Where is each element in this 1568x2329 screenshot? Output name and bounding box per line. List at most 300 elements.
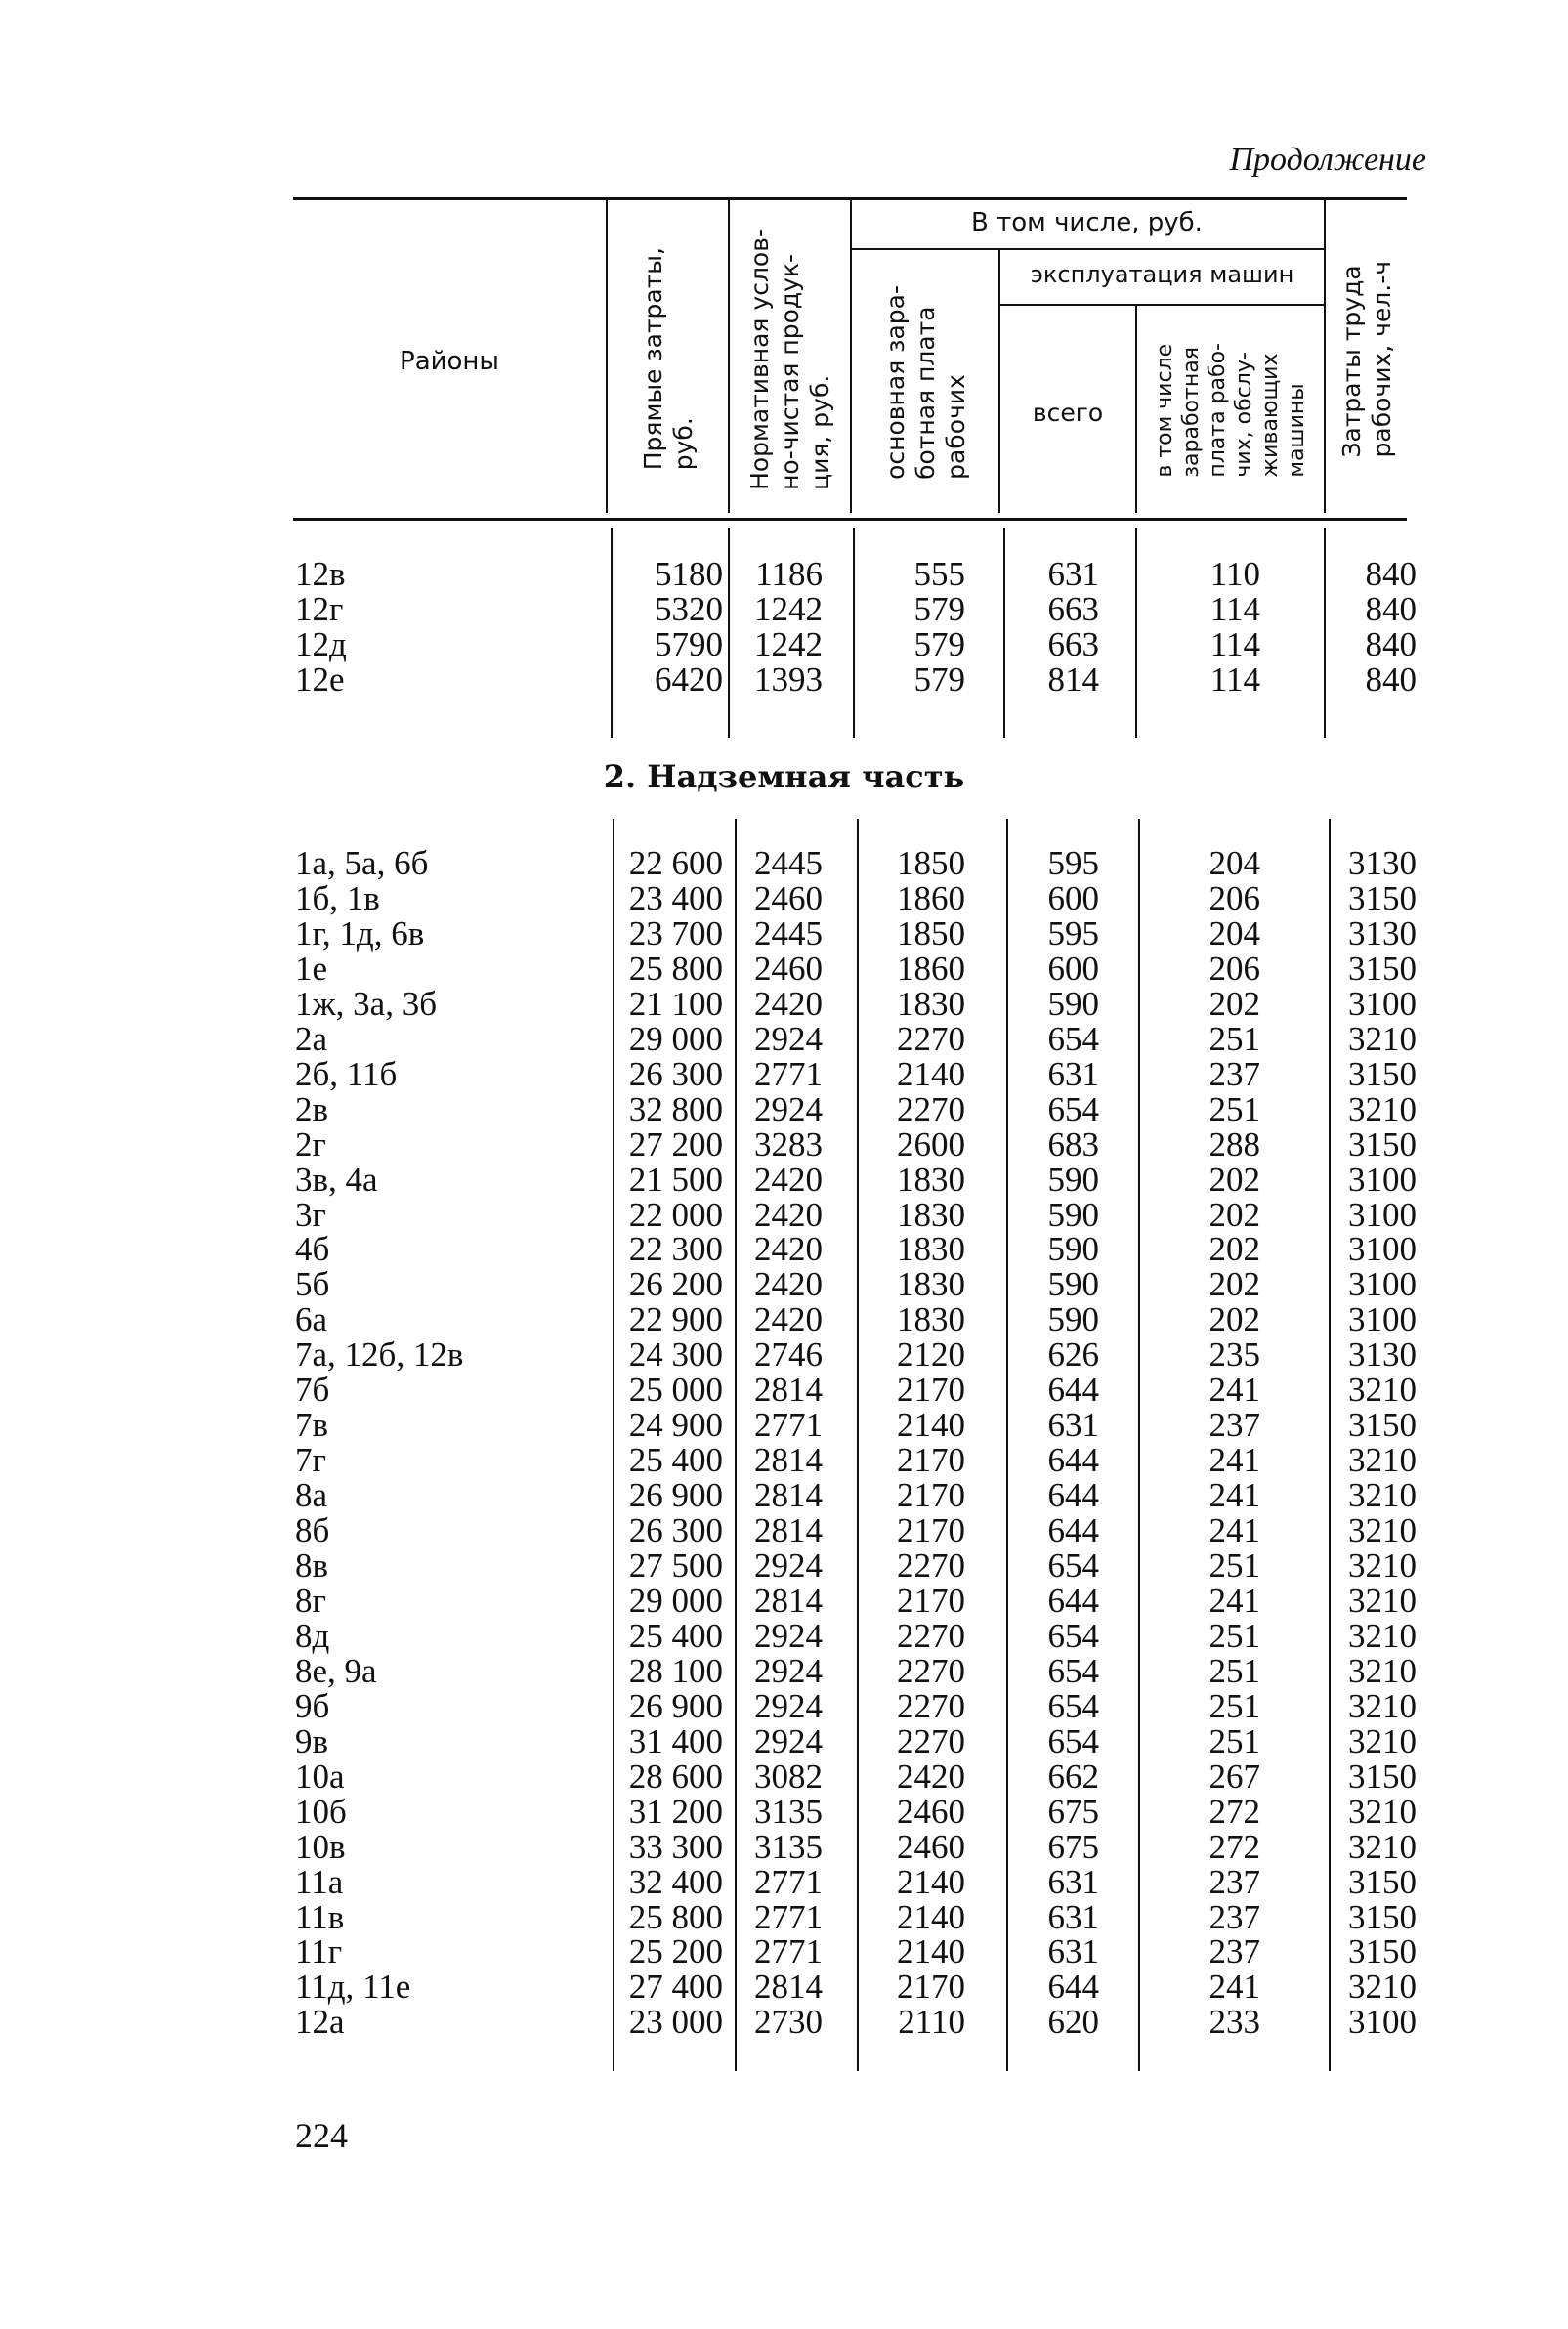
machine-wage-cell: 114	[1209, 625, 1260, 663]
region-cell: 11д, 11е	[295, 1968, 411, 2007]
direct-cell: 28 600	[628, 1757, 723, 1796]
region-cell: 12а	[295, 2003, 345, 2042]
wage-cell: 2270	[897, 1089, 965, 1128]
direct-cell: 26 300	[628, 1054, 723, 1093]
machine-wage-cell: 251	[1208, 1721, 1260, 1760]
machine-wage-cell: 251	[1208, 1546, 1260, 1585]
table-row	[0, 557, 1568, 592]
header-labor: Затраты труда рабочих, чел.-ч	[1336, 260, 1396, 458]
page-number: 224	[295, 2116, 348, 2155]
norm-cell: 2460	[754, 949, 823, 988]
region-cell: 11в	[295, 1897, 345, 1936]
machine-total-cell: 654	[1047, 1616, 1099, 1655]
header-base-wage-cell	[852, 252, 998, 513]
region-cell: 2г	[295, 1124, 326, 1164]
labor-cell: 3150	[1348, 1897, 1417, 1936]
machine-total-cell: 631	[1047, 1862, 1099, 1901]
wage-cell: 2270	[897, 1651, 965, 1690]
machine-wage-cell: 237	[1208, 1932, 1260, 1971]
norm-cell: 2746	[754, 1335, 823, 1375]
machine-total-cell: 654	[1047, 1546, 1099, 1585]
region-cell: 7б	[295, 1371, 330, 1410]
labor-cell: 3210	[1348, 1511, 1417, 1550]
table-row	[0, 1408, 1568, 1443]
table-row	[0, 1827, 1568, 1866]
table-row	[0, 984, 1568, 1023]
direct-cell: 5790	[655, 625, 723, 663]
table-row	[0, 949, 1568, 988]
table-row	[0, 1089, 1568, 1128]
machine-wage-cell: 204	[1208, 844, 1260, 882]
header-direct-costs: Прямые затраты, руб.	[638, 247, 698, 471]
labor-cell: 840	[1365, 625, 1417, 663]
wage-cell: 2460	[897, 1827, 965, 1866]
labor-cell: 3150	[1348, 1406, 1417, 1445]
machine-wage-cell: 237	[1208, 1054, 1260, 1093]
table-row	[0, 627, 1568, 662]
machine-wage-cell: 206	[1208, 949, 1260, 988]
norm-cell: 2420	[754, 1300, 823, 1339]
region-cell: 9в	[295, 1721, 329, 1760]
header-machine-wage-cell	[1137, 308, 1324, 513]
header-machine-operation: эксплуатация машин	[1030, 261, 1294, 288]
machine-wage-cell: 251	[1208, 1019, 1260, 1058]
direct-cell: 22 600	[628, 844, 723, 882]
norm-cell: 2771	[754, 1897, 823, 1936]
machine-wage-cell: 251	[1208, 1616, 1260, 1655]
direct-cell: 32 800	[628, 1089, 723, 1128]
norm-cell: 2924	[754, 1721, 823, 1760]
machine-total-cell: 663	[1047, 625, 1099, 663]
table-row	[0, 1721, 1568, 1760]
labor-cell: 3150	[1348, 1862, 1417, 1901]
machine-total-cell: 644	[1047, 1511, 1099, 1550]
direct-cell: 24 900	[628, 1406, 723, 1445]
norm-cell: 2771	[754, 1932, 823, 1971]
wage-cell: 1850	[897, 913, 965, 953]
direct-cell: 28 100	[628, 1651, 723, 1690]
table-row	[0, 1862, 1568, 1901]
table-row	[0, 1651, 1568, 1690]
machine-total-cell: 814	[1047, 660, 1099, 699]
machine-wage-cell: 241	[1208, 1968, 1260, 2007]
region-cell: 9б	[295, 1686, 330, 1725]
wage-cell: 1860	[897, 878, 965, 917]
norm-cell: 2445	[754, 913, 823, 953]
norm-cell: 1242	[754, 590, 823, 628]
wage-cell: 2140	[897, 1862, 965, 1901]
wage-cell: 2170	[897, 1581, 965, 1620]
table-row	[0, 1160, 1568, 1199]
machine-wage-cell: 202	[1208, 1265, 1260, 1304]
labor-cell: 3210	[1348, 1441, 1417, 1480]
machine-wage-cell: 110	[1209, 555, 1260, 593]
table-row	[0, 2005, 1568, 2040]
machine-wage-cell: 202	[1208, 1230, 1260, 1269]
machine-wage-cell: 114	[1209, 660, 1260, 699]
norm-cell: 2420	[754, 1230, 823, 1269]
machine-total-cell: 590	[1047, 1300, 1099, 1339]
direct-cell: 29 000	[628, 1019, 723, 1058]
wage-cell: 2170	[897, 1511, 965, 1550]
direct-cell: 32 400	[628, 1862, 723, 1901]
wage-cell: 1830	[897, 1195, 965, 1234]
norm-cell: 2420	[754, 1195, 823, 1234]
direct-cell: 33 300	[628, 1827, 723, 1866]
header-machine-total: всего	[1032, 399, 1104, 427]
norm-cell: 2814	[754, 1371, 823, 1410]
machine-total-cell: 620	[1047, 2003, 1099, 2042]
norm-cell: 3135	[754, 1827, 823, 1866]
labor-cell: 3100	[1348, 1195, 1417, 1234]
norm-cell: 2445	[754, 844, 823, 882]
table-row	[0, 1686, 1568, 1725]
machine-wage-cell: 241	[1208, 1441, 1260, 1480]
machine-total-cell: 590	[1047, 1195, 1099, 1234]
region-cell: 6а	[295, 1300, 328, 1339]
labor-cell: 3130	[1348, 1335, 1417, 1375]
direct-cell: 31 400	[628, 1721, 723, 1760]
labor-cell: 3210	[1348, 1476, 1417, 1515]
direct-cell: 27 200	[628, 1124, 723, 1164]
direct-cell: 22 300	[628, 1230, 723, 1269]
machine-total-cell: 595	[1047, 844, 1099, 882]
machine-wage-cell: 237	[1208, 1406, 1260, 1445]
norm-cell: 2814	[754, 1511, 823, 1550]
region-cell: 3в, 4а	[295, 1160, 378, 1199]
labor-cell: 3150	[1348, 949, 1417, 988]
norm-cell: 1393	[754, 660, 823, 699]
wage-cell: 1860	[897, 949, 965, 988]
region-cell: 11г	[295, 1932, 343, 1971]
norm-cell: 2924	[754, 1089, 823, 1128]
direct-cell: 25 800	[628, 949, 723, 988]
direct-cell: 21 500	[628, 1160, 723, 1199]
wage-cell: 1830	[897, 1265, 965, 1304]
labor-cell: 3210	[1348, 1371, 1417, 1410]
table-row	[0, 1054, 1568, 1093]
wage-cell: 579	[913, 660, 965, 699]
table-row	[0, 1616, 1568, 1655]
table-row	[0, 1337, 1568, 1373]
machine-total-cell: 626	[1047, 1335, 1099, 1375]
header-normative-output-cell	[730, 205, 850, 513]
norm-cell: 2460	[754, 878, 823, 917]
header-machine-wage: в том числе заработная плата рабо- чих, обслу- живающих машины	[1152, 343, 1309, 478]
norm-cell: 2924	[754, 1019, 823, 1058]
region-cell: 12в	[295, 555, 346, 593]
table-row	[0, 1443, 1568, 1478]
table-row	[0, 1969, 1568, 2005]
header-normative-output: Нормативная услов- но-чистая продук- ция, руб.	[745, 228, 834, 490]
machine-wage-cell: 202	[1208, 1300, 1260, 1339]
labor-cell: 3210	[1348, 1827, 1417, 1866]
wage-cell: 2140	[897, 1406, 965, 1445]
region-cell: 12е	[295, 660, 345, 699]
machine-wage-cell: 206	[1208, 878, 1260, 917]
region-cell: 2в	[295, 1089, 329, 1128]
direct-cell: 31 200	[628, 1792, 723, 1831]
region-cell: 8б	[295, 1511, 330, 1550]
direct-cell: 26 300	[628, 1511, 723, 1550]
direct-cell: 23 400	[628, 878, 723, 917]
machine-total-cell: 590	[1047, 1160, 1099, 1199]
machine-total-cell: 644	[1047, 1476, 1099, 1515]
labor-cell: 3150	[1348, 1124, 1417, 1164]
wage-cell: 2600	[897, 1124, 965, 1164]
header-bottom-rule	[293, 518, 1407, 521]
machine-wage-cell: 288	[1208, 1124, 1260, 1164]
table-row	[0, 1934, 1568, 1969]
direct-cell: 26 900	[628, 1476, 723, 1515]
norm-cell: 2420	[754, 984, 823, 1023]
labor-cell: 3150	[1348, 1757, 1417, 1796]
machine-wage-cell: 202	[1208, 1160, 1260, 1199]
table-row	[0, 913, 1568, 953]
table-row	[0, 1792, 1568, 1831]
wage-cell: 2170	[897, 1968, 965, 2007]
labor-cell: 3210	[1348, 1019, 1417, 1058]
table-row	[0, 1302, 1568, 1337]
machine-total-cell: 662	[1047, 1757, 1099, 1796]
region-cell: 3г	[295, 1195, 326, 1234]
machine-wage-cell: 241	[1208, 1511, 1260, 1550]
region-cell: 8г	[295, 1581, 326, 1620]
region-cell: 4б	[295, 1230, 330, 1269]
region-cell: 2а	[295, 1019, 328, 1058]
wage-cell: 2460	[897, 1792, 965, 1831]
direct-cell: 27 400	[628, 1968, 723, 2007]
header-divider	[998, 249, 1000, 513]
machine-wage-cell: 251	[1208, 1686, 1260, 1725]
wage-cell: 2170	[897, 1371, 965, 1410]
norm-cell: 3135	[754, 1792, 823, 1831]
norm-cell: 2771	[754, 1862, 823, 1901]
direct-cell: 6420	[655, 660, 723, 699]
region-cell: 10б	[295, 1792, 347, 1831]
table-row	[0, 1897, 1568, 1936]
wage-cell: 2270	[897, 1686, 965, 1725]
labor-cell: 3210	[1348, 1651, 1417, 1690]
labor-cell: 3100	[1348, 1300, 1417, 1339]
region-cell: 7г	[295, 1441, 326, 1480]
machine-total-cell: 663	[1047, 590, 1099, 628]
machine-total-cell: 654	[1047, 1651, 1099, 1690]
table-row	[0, 1759, 1568, 1795]
norm-cell: 2814	[754, 1581, 823, 1620]
wage-cell: 2140	[897, 1932, 965, 1971]
labor-cell: 840	[1365, 555, 1417, 593]
norm-cell: 1242	[754, 625, 823, 663]
machine-wage-cell: 241	[1208, 1476, 1260, 1515]
region-cell: 7в	[295, 1406, 329, 1445]
table-row	[0, 1513, 1568, 1548]
region-cell: 12д	[295, 625, 347, 663]
header-base-wage: основная зара- ботная плата рабочих	[880, 285, 970, 480]
machine-total-cell: 595	[1047, 913, 1099, 953]
region-cell: 10в	[295, 1827, 346, 1866]
labor-cell: 840	[1365, 660, 1417, 699]
machine-wage-cell: 233	[1208, 2003, 1260, 2042]
direct-cell: 26 900	[628, 1686, 723, 1725]
direct-cell: 21 100	[628, 984, 723, 1023]
table-row	[0, 1373, 1568, 1408]
labor-cell: 3100	[1348, 1230, 1417, 1269]
machine-wage-cell: 204	[1208, 913, 1260, 953]
labor-cell: 3100	[1348, 1160, 1417, 1199]
norm-cell: 2924	[754, 1651, 823, 1690]
machine-wage-cell: 202	[1208, 984, 1260, 1023]
region-cell: 1б, 1в	[295, 878, 380, 917]
machine-total-cell: 590	[1047, 1265, 1099, 1304]
labor-cell: 3210	[1348, 1581, 1417, 1620]
machine-total-cell: 654	[1047, 1089, 1099, 1128]
wage-cell: 2270	[897, 1616, 965, 1655]
table-row	[0, 1267, 1568, 1302]
machine-total-cell: 644	[1047, 1968, 1099, 2007]
direct-cell: 23 000	[628, 2003, 723, 2042]
machine-wage-cell: 114	[1209, 590, 1260, 628]
labor-cell: 3150	[1348, 1932, 1417, 1971]
section-title: 2. Надземная часть	[603, 758, 965, 795]
labor-cell: 3210	[1348, 1616, 1417, 1655]
norm-cell: 2814	[754, 1968, 823, 2007]
machine-total-cell: 654	[1047, 1019, 1099, 1058]
machine-wage-cell: 237	[1208, 1897, 1260, 1936]
wage-cell: 1850	[897, 844, 965, 882]
table-row	[0, 1124, 1568, 1164]
wage-cell: 2140	[897, 1054, 965, 1093]
region-cell: 1а, 5а, 6б	[295, 844, 429, 882]
wage-cell: 2120	[897, 1335, 965, 1375]
table-row	[0, 662, 1568, 698]
direct-cell: 5320	[655, 590, 723, 628]
table-row	[0, 846, 1568, 881]
region-cell: 2б, 11б	[295, 1054, 398, 1093]
wage-cell: 2170	[897, 1441, 965, 1480]
machine-wage-cell: 251	[1208, 1651, 1260, 1690]
wage-cell: 579	[913, 590, 965, 628]
machine-total-cell: 675	[1047, 1792, 1099, 1831]
wage-cell: 555	[913, 555, 965, 593]
machine-total-cell: 654	[1047, 1721, 1099, 1760]
header-direct-costs-cell	[608, 205, 728, 513]
labor-cell: 3210	[1348, 1686, 1417, 1725]
table-row	[0, 878, 1568, 917]
labor-cell: 3210	[1348, 1089, 1417, 1128]
machine-wage-cell: 272	[1208, 1792, 1260, 1831]
norm-cell: 3283	[754, 1124, 823, 1164]
direct-cell: 26 200	[628, 1265, 723, 1304]
machine-total-cell: 654	[1047, 1686, 1099, 1725]
labor-cell: 3130	[1348, 844, 1417, 882]
machine-wage-cell: 251	[1208, 1089, 1260, 1128]
header-region: Районы	[400, 347, 499, 376]
norm-cell: 2420	[754, 1160, 823, 1199]
norm-cell: 2924	[754, 1616, 823, 1655]
wage-cell: 2270	[897, 1546, 965, 1585]
labor-cell: 3150	[1348, 1054, 1417, 1093]
region-cell: 1ж, 3а, 3б	[295, 984, 438, 1023]
wage-cell: 2110	[898, 2003, 965, 2042]
machine-total-cell: 644	[1047, 1581, 1099, 1620]
table-row	[0, 1019, 1568, 1058]
norm-cell: 2924	[754, 1686, 823, 1725]
labor-cell: 3210	[1348, 1721, 1417, 1760]
machine-wage-cell: 241	[1208, 1581, 1260, 1620]
direct-cell: 24 300	[628, 1335, 723, 1375]
machine-total-cell: 631	[1047, 1897, 1099, 1936]
labor-cell: 3210	[1348, 1546, 1417, 1585]
table-row	[0, 1548, 1568, 1584]
norm-cell: 2924	[754, 1546, 823, 1585]
machine-total-cell: 600	[1047, 949, 1099, 988]
machine-wage-cell: 237	[1208, 1862, 1260, 1901]
machine-total-cell: 683	[1047, 1124, 1099, 1164]
direct-cell: 25 400	[628, 1616, 723, 1655]
labor-cell: 840	[1365, 590, 1417, 628]
region-cell: 11а	[295, 1862, 344, 1901]
machine-wage-cell: 241	[1208, 1371, 1260, 1410]
machine-total-cell: 631	[1047, 555, 1099, 593]
labor-cell: 3210	[1348, 1792, 1417, 1831]
wage-cell: 1830	[897, 984, 965, 1023]
norm-cell: 2814	[754, 1476, 823, 1515]
machine-total-cell: 631	[1047, 1054, 1099, 1093]
labor-cell: 3100	[1348, 984, 1417, 1023]
direct-cell: 25 800	[628, 1897, 723, 1936]
direct-cell: 29 000	[628, 1581, 723, 1620]
direct-cell: 5180	[655, 555, 723, 593]
labor-cell: 3130	[1348, 913, 1417, 953]
header-including: В том числе, руб.	[971, 208, 1203, 237]
table-row	[0, 592, 1568, 627]
wage-cell: 1830	[897, 1160, 965, 1199]
direct-cell: 25 400	[628, 1441, 723, 1480]
labor-cell: 3100	[1348, 2003, 1417, 2042]
wage-cell: 2170	[897, 1476, 965, 1515]
header-subrule	[850, 248, 1324, 250]
machine-total-cell: 590	[1047, 1230, 1099, 1269]
machine-total-cell: 590	[1047, 984, 1099, 1023]
machine-total-cell: 644	[1047, 1371, 1099, 1410]
header-labor-cell	[1326, 205, 1407, 513]
region-cell: 8е, 9а	[295, 1651, 377, 1690]
region-cell: 7а, 12б, 12в	[295, 1335, 464, 1375]
direct-cell: 22 900	[628, 1300, 723, 1339]
machine-total-cell: 675	[1047, 1827, 1099, 1866]
region-cell: 12г	[295, 590, 344, 628]
table-row	[0, 1581, 1568, 1620]
machine-total-cell: 631	[1047, 1932, 1099, 1971]
machine-total-cell: 631	[1047, 1406, 1099, 1445]
wage-cell: 2140	[897, 1897, 965, 1936]
machine-total-cell: 644	[1047, 1441, 1099, 1480]
machine-wage-cell: 235	[1208, 1335, 1260, 1375]
norm-cell: 1186	[755, 555, 823, 593]
machine-wage-cell: 272	[1208, 1827, 1260, 1866]
norm-cell: 2730	[754, 2003, 823, 2042]
direct-cell: 23 700	[628, 913, 723, 953]
table-row	[0, 1232, 1568, 1267]
region-cell: 1г, 1д, 6в	[295, 913, 425, 953]
direct-cell: 25 000	[628, 1371, 723, 1410]
wage-cell: 579	[913, 625, 965, 663]
region-cell: 8а	[295, 1476, 328, 1515]
norm-cell: 2771	[754, 1406, 823, 1445]
labor-cell: 3210	[1348, 1968, 1417, 2007]
wage-cell: 2420	[897, 1757, 965, 1796]
